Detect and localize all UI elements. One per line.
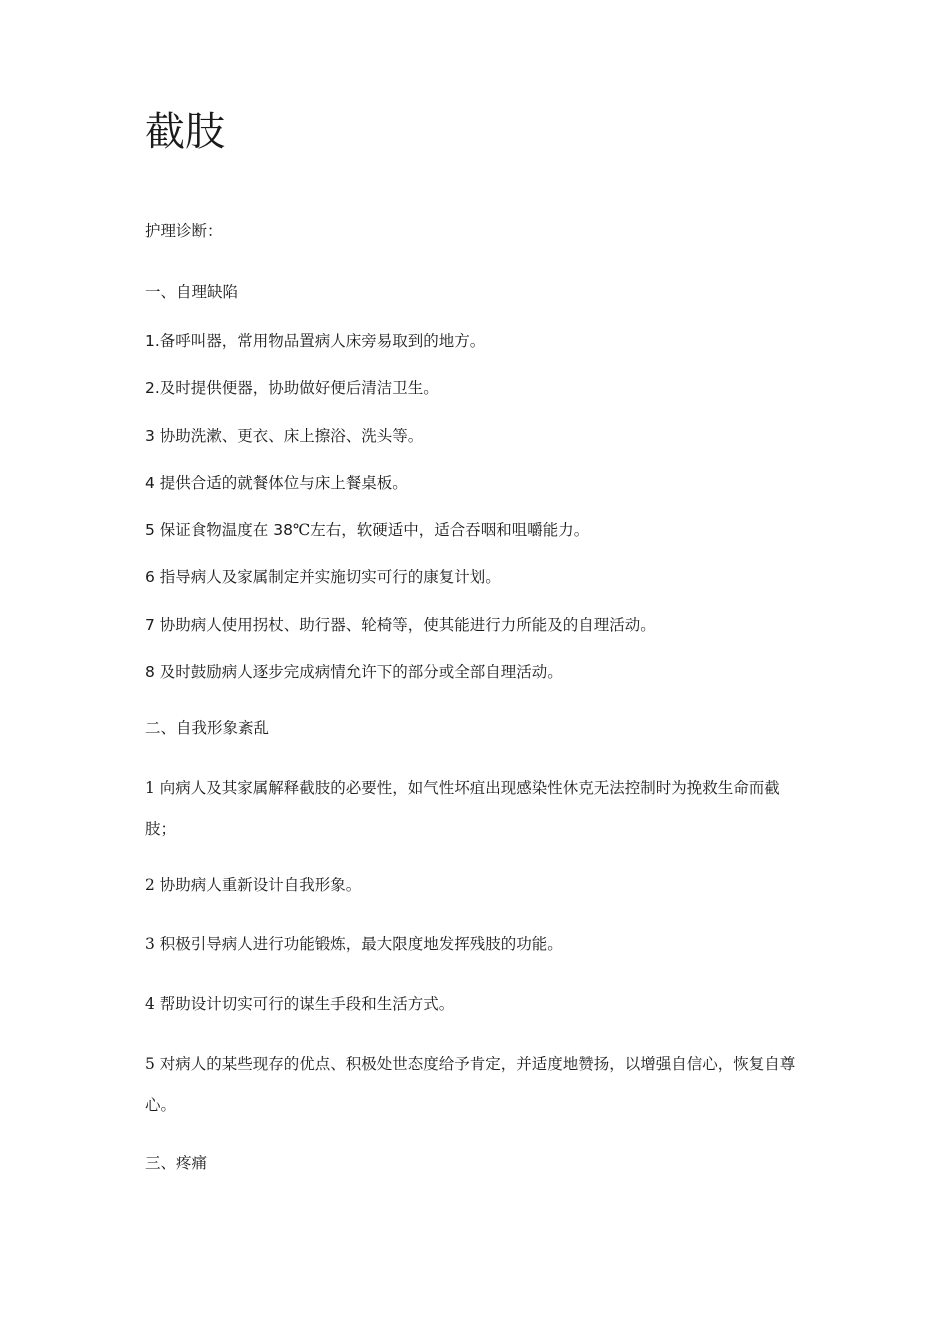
item-text: 协助病人使用拐杖、助行器、轮椅等，使其能进行力所能及的自理活动。 bbox=[159, 616, 656, 634]
list-item bbox=[145, 330, 485, 352]
list-item bbox=[145, 377, 439, 399]
item-text: 及时鼓励病人逐步完成病情允许下的部分或全部自理活动。 bbox=[159, 663, 563, 681]
item-number: 5 bbox=[145, 521, 160, 539]
item-number: 6 bbox=[145, 568, 160, 586]
item-number: 8 bbox=[145, 663, 160, 681]
list-item: 5 对病人的某些现存的优点、积极处世态度给予肯定，并适度地赞扬，以增强自信心，恢复自尊心。 bbox=[145, 1055, 796, 1114]
item-text: 及时提供便器，协助做好便后清洁卫生。 bbox=[159, 379, 439, 397]
list-item: 3 积极引导病人进行功能锻炼，最大限度地发挥残肢的功能。 bbox=[145, 935, 563, 953]
item-number: 2. bbox=[145, 379, 160, 397]
list-item: 4 帮助设计切实可行的谋生手段和生活方式。 bbox=[145, 995, 455, 1013]
list-item bbox=[145, 661, 563, 683]
nursing-diagnosis-label: 护理诊断： bbox=[145, 222, 223, 240]
item-text: 保证食物温度在 bbox=[159, 521, 274, 539]
item-text: 协助洗漱、更衣、床上擦浴、洗头等。 bbox=[159, 427, 424, 445]
section-heading-self-image: 二、自我形象紊乱 bbox=[145, 719, 270, 737]
list-item bbox=[145, 425, 423, 447]
document-title: 截肢 bbox=[145, 109, 225, 155]
list-item: 2 协助病人重新设计自我形象。 bbox=[145, 876, 362, 894]
temperature-value: 38 bbox=[273, 521, 293, 539]
item-number: 1. bbox=[145, 332, 160, 350]
item-text: ℃左右，软硬适中，适合吞咽和咀嚼能力。 bbox=[292, 521, 590, 539]
section-heading-self-care: 一、自理缺陷 bbox=[145, 283, 239, 301]
item-text: 指导病人及家属制定并实施切实可行的康复计划。 bbox=[159, 568, 501, 586]
item-text: 提供合适的就餐体位与床上餐桌板。 bbox=[159, 474, 408, 492]
item-number: 7 bbox=[145, 616, 160, 634]
list-item bbox=[145, 614, 656, 636]
item-number: 4 bbox=[145, 474, 160, 492]
item-text: 备呼叫器，常用物品置病人床旁易取到的地方。 bbox=[159, 332, 486, 350]
section-heading-pain: 三、疼痛 bbox=[145, 1154, 208, 1172]
list-item bbox=[145, 472, 408, 494]
item-number: 3 bbox=[145, 427, 160, 445]
list-item: 1 向病人及其家属解释截肢的必要性，如气性坏疽出现感染性休克无法控制时为挽救生命而截肢； bbox=[145, 779, 780, 838]
list-item bbox=[145, 566, 501, 588]
list-item bbox=[145, 519, 589, 541]
